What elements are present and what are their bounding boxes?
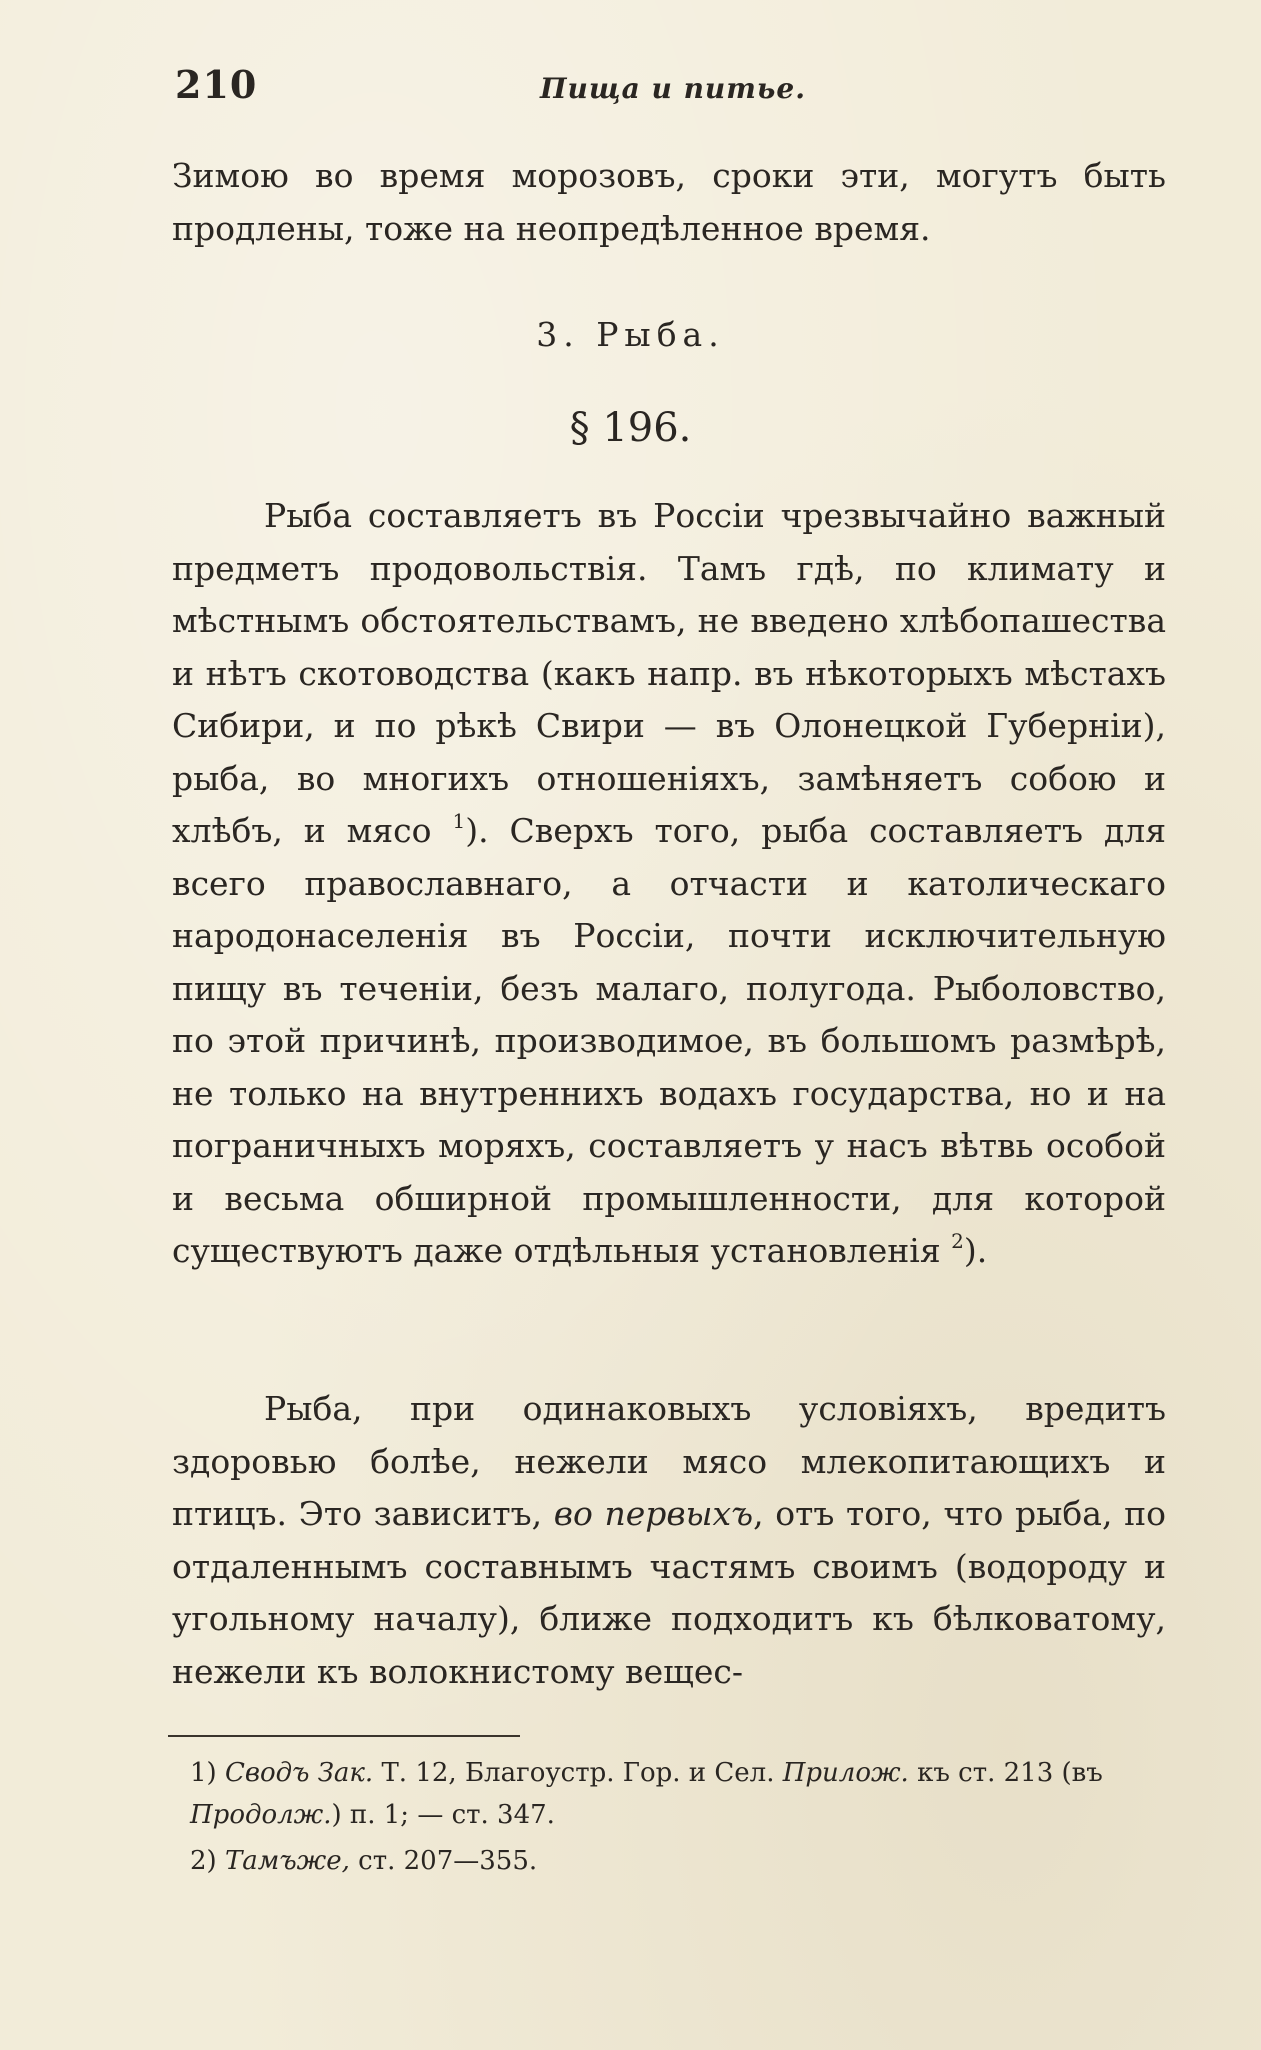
body-paragraph-2-text-before: Рыба, при одинаковыхъ условіяхъ, вредитъ здоровью болѣе, нежели мясо млекопитающихъ и птицъ. Это зависитъ, bbox=[172, 1389, 1166, 1533]
page-number: 210 bbox=[175, 62, 258, 107]
body-paragraph-2-text-after: , отъ того, что рыба, по отдаленнымъ составнымъ частямъ своимъ (водороду и угольному началу), ближе подходитъ къ бѣлковатому, нежели къ волокнистому вещес- bbox=[172, 1494, 1166, 1691]
footnote-1-continuation: Продолж. bbox=[190, 1800, 332, 1830]
footnote-1-text-a: Т. 12, Благоустр. Гор. и Сел. bbox=[373, 1758, 775, 1788]
intro-paragraph-block bbox=[172, 150, 1166, 255]
footnote-ref-2[interactable]: 2 bbox=[951, 1229, 964, 1253]
body-paragraph-1-text: Рыба составляетъ въ Россіи чрезвычайно важный предметъ продовольствія. Тамъ гдѣ, по климату и мѣстнымъ обстоятельствамъ, не введено хлѣбопашества и нѣтъ скотоводства (какъ напр. въ нѣкоторыхъ мѣстахъ Сибири, и по рѣкѣ Свири — въ Олонецкой Губерніи), рыба, во многихъ отношеніяхъ, замѣняетъ собою и хлѣбъ, и мясо bbox=[172, 496, 1166, 850]
footnote-1-text-b: къ ст. 213 (въ bbox=[908, 1758, 1103, 1788]
footnotes bbox=[190, 1752, 1166, 1882]
footnote-2-source: Тамъже, bbox=[224, 1846, 350, 1876]
running-title: Пища и питье. bbox=[540, 72, 806, 105]
footnote-ref-1[interactable]: 1 bbox=[452, 809, 466, 833]
footnote-1-marker: 1) bbox=[190, 1758, 217, 1788]
footnote-1-text-c: ) п. 1; — ст. 347. bbox=[331, 1800, 555, 1830]
footnote-2-text-a: ст. 207—355. bbox=[349, 1846, 538, 1876]
section-heading: 3. Рыба. bbox=[536, 315, 725, 354]
footnote-1-appendix: Прилож. bbox=[782, 1758, 909, 1788]
body-paragraph-1-end: ). bbox=[963, 1231, 988, 1270]
body-paragraph-2-block bbox=[172, 1383, 1166, 1698]
running-head bbox=[175, 62, 1175, 122]
footnote-1-source: Сводъ Зак. bbox=[224, 1758, 374, 1788]
body-paragraph-1 bbox=[172, 490, 1166, 1278]
footnote-1 bbox=[190, 1752, 1166, 1836]
body-paragraph-2-italic: во первыхъ bbox=[553, 1494, 754, 1533]
footnote-2 bbox=[190, 1840, 1166, 1882]
footnote-divider bbox=[168, 1735, 520, 1737]
body-paragraph-1-block bbox=[172, 490, 1166, 1278]
section-paragraph-mark: § 196. bbox=[569, 405, 692, 451]
footnote-2-marker: 2) bbox=[190, 1846, 217, 1876]
body-paragraph-2 bbox=[172, 1383, 1166, 1698]
body-paragraph-1-cont: ). Сверхъ того, рыба составляетъ для всего православнаго, а отчасти и католическаго народонаселенія въ Россіи, почти исключительную пищу въ теченіи, безъ малаго, полугода. Рыболовство, по этой причинѣ, производимое, въ большомъ размѣрѣ, не только на внутреннихъ водахъ государства, но и на пограничныхъ моряхъ, составляетъ у насъ вѣтвь особой и весьма обширной промышленности, для которой существуютъ даже отдѣльныя установленія bbox=[172, 811, 1167, 1270]
intro-paragraph: Зимою во время морозовъ, сроки эти, могутъ быть продлены, тоже на неопредѣленное время. bbox=[172, 156, 1166, 248]
